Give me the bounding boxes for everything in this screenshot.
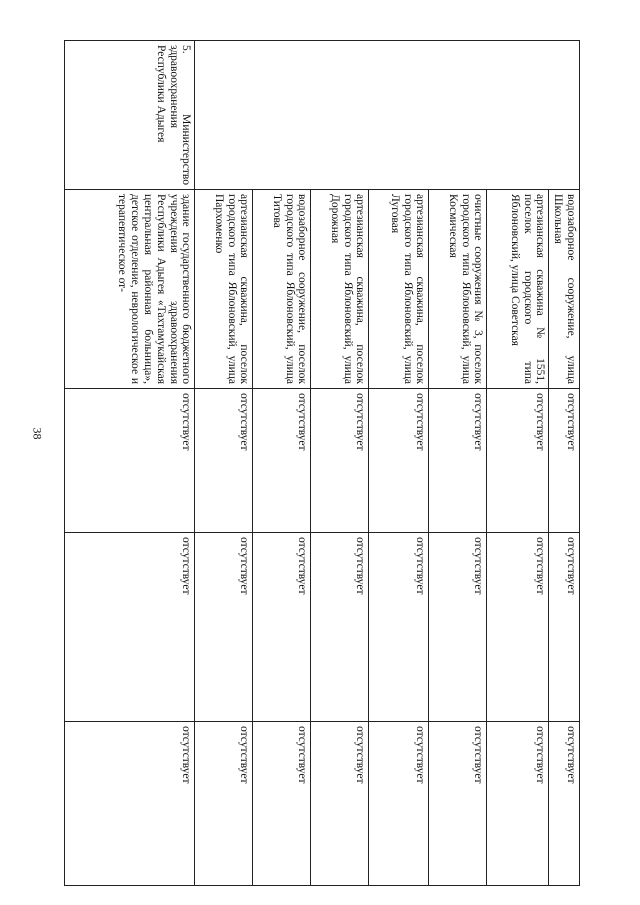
status-cell: отсутствует: [429, 533, 487, 722]
org-cell: 5. Министерство здравоохранения Республики Адыгея: [65, 41, 195, 190]
table-row: [65, 41, 195, 886]
status-cell: отсутствует: [487, 389, 549, 533]
org-cell: [195, 41, 253, 190]
object-cell: артезианская скважина, поселок городского типа Яблоновский, улица Пархоменко: [195, 190, 253, 389]
status-cell: отсутствует: [65, 722, 195, 886]
object-cell: очистные сооружения № 3, поселок городского типа Яблоновский, улица Космическая: [429, 190, 487, 389]
status-cell: отсутствует: [65, 533, 195, 722]
object-cell: артезианская скважина, поселок городского типа Яблоновский, улица Дорожная: [311, 190, 369, 389]
object-cell: водозаборное сооружение, улица Школьная: [549, 190, 580, 389]
status-cell: отсутствует: [487, 722, 549, 886]
table-row: [253, 41, 311, 886]
status-cell: отсутствует: [429, 389, 487, 533]
org-cell: [429, 41, 487, 190]
org-cell: [549, 41, 580, 190]
facilities-table: [64, 40, 580, 886]
status-cell: отсутствует: [195, 389, 253, 533]
status-cell: отсутствует: [549, 389, 580, 533]
status-cell: отсутствует: [311, 533, 369, 722]
status-cell: отсутствует: [549, 533, 580, 722]
status-cell: отсутствует: [253, 389, 311, 533]
status-cell: отсутствует: [311, 722, 369, 886]
status-cell: отсутствует: [429, 722, 487, 886]
table-row: [429, 41, 487, 886]
status-cell: отсутствует: [311, 389, 369, 533]
status-cell: отсутствует: [487, 533, 549, 722]
table-row: [549, 41, 580, 886]
status-cell: отсутствует: [369, 722, 429, 886]
status-cell: отсутствует: [369, 389, 429, 533]
status-cell: отсутствует: [253, 722, 311, 886]
rotated-table-container: [60, 40, 580, 840]
status-cell: отсутствует: [549, 722, 580, 886]
table-row: [369, 41, 429, 886]
status-cell: отсутствует: [65, 389, 195, 533]
object-cell: артезианская скважина № 1551, поселок городского типа Яблоновский, улица Советская: [487, 190, 549, 389]
status-cell: отсутствует: [369, 533, 429, 722]
status-cell: отсутствует: [195, 533, 253, 722]
object-cell: артезианская скважина, поселок городского типа Яблоновский, улица Луговая: [369, 190, 429, 389]
status-cell: отсутствует: [253, 533, 311, 722]
org-cell: [253, 41, 311, 190]
object-cell: водозаборное сооружение, поселок городского типа Яблоновский, улица Титова: [253, 190, 311, 389]
table-row: [487, 41, 549, 886]
org-cell: [311, 41, 369, 190]
status-cell: отсутствует: [195, 722, 253, 886]
page-number: 38: [30, 427, 45, 440]
org-cell: [487, 41, 549, 190]
table-row: [311, 41, 369, 886]
object-cell: здание государственного бюджетного учреждения здравоохранения Республики Адыгея «Тахтамукайская центральная районная больница», детское отделение, неврологическое и терапевтическое от-: [65, 190, 195, 389]
org-cell: [369, 41, 429, 190]
table-row: [195, 41, 253, 886]
